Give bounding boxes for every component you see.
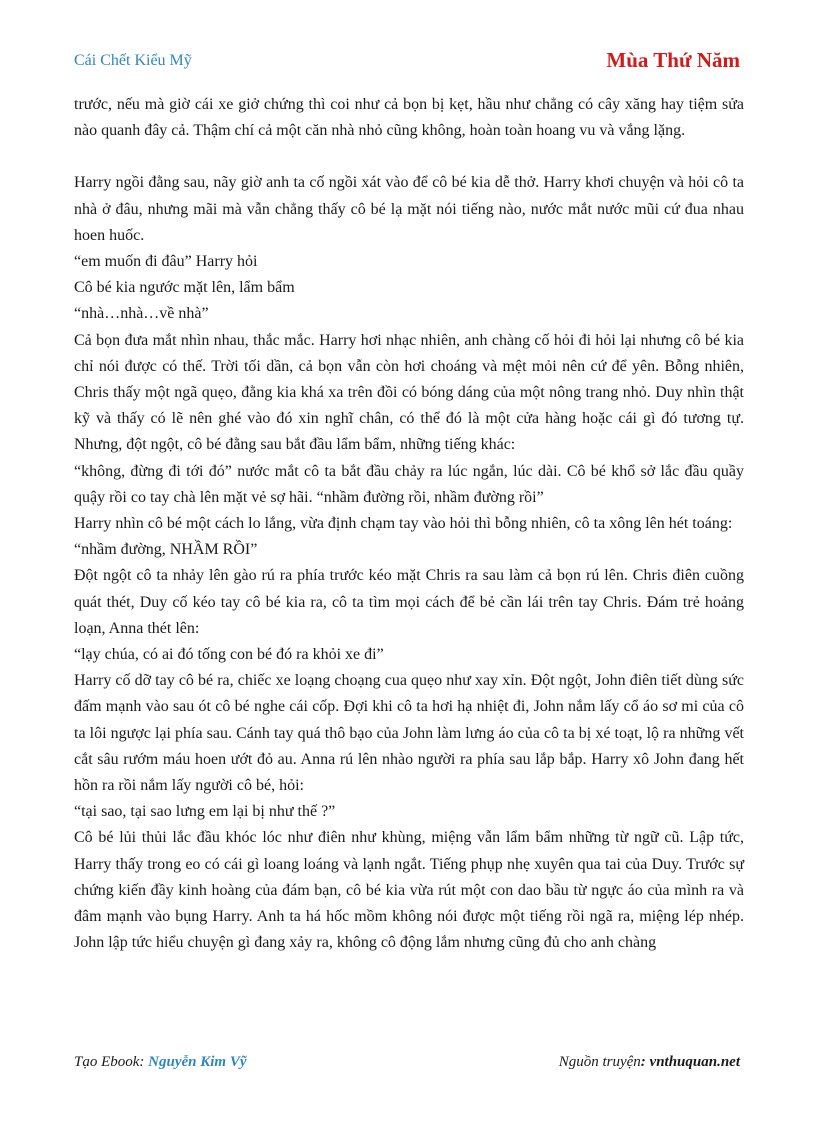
source-site: vnthuquan.net: [649, 1054, 740, 1070]
source-credit: Nguồn truyện: vnthuquan.net: [558, 1054, 740, 1070]
dialogue-line: “lạy chúa, có ai đó tống con bé đó ra khỏi xe đi”: [74, 646, 384, 664]
paragraph: Harry cố dỡ tay cô bé ra, chiếc xe loạng choạng cua quẹo như xay xỉn. Đột ngột, John điên tiết dùng sức đấm mạnh vào sau ót cô bé nghe cái cốp. Đợi khi cô ta hơi hạ nhiệt đi, John nắm lấy cổ áo sơ mi của cô ta lôi ngược lại phía sau. Cánh tay quá thô bạo của John làm lưng áo của cô ta bị xé toạt, lộ ra những vết cắt sâu rướm máu hoen ướt đỏ au. Anna rú lên nhào người ra phía sau lắp bắp. Harry xô John đang hết hồn ra rồi nắm lấy người cô bé, hỏi:: [74, 672, 744, 795]
paragraph: Harry ngồi đằng sau, nãy giờ anh ta cố ngồi xát vào để cô bé kia dễ thở. Harry khơi chuyện và hỏi cô ta nhà ở đâu, nhưng mãi mà vẫn chẳng thấy cô bé lạ mặt nói tiếng nào, nước mắt nước mũi cứ đua nhau hoen huốc.: [74, 174, 744, 244]
page-footer: [74, 1054, 740, 1071]
ebook-credit: Tạo Ebook: Nguyễn Kim Vỹ: [74, 1054, 247, 1070]
paragraph: Đột ngột cô ta nhảy lên gào rú ra phía trước kéo mặt Chris ra sau làm cả bọn rú lên. Chris điên cuồng quát thét, Duy cố kéo tay cô bé kia ra, cô ta tìm mọi cách để bẻ cần lái trên tay Chris. Đám trẻ hoảng loạn, Anna thét lên:: [74, 567, 744, 637]
paragraph: Cô bé lủi thủi lắc đầu khóc lóc như điên như khùng, miệng vẫn lẩm bẩm những từ ngữ cũ. Lập tức, Harry thấy trong eo có cái gì loang loáng và lạnh ngắt. Tiếng phụp nhẹ xuyên qua tai của Duy. Trước sự chứng kiến đầy kinh hoàng của đám bạn, cô bé kia vừa rút một con dao bầu từ ngực áo của mình ra và đâm mạnh vào bụng Harry. Anh ta há hốc mồm không nói được một tiếng rồi ngã ra, miệng lép nhép. John lập tức hiểu chuyện gì đang xảy ra, không cô động lắm nhưng cũng đủ cho anh chàng: [74, 829, 744, 952]
dialogue-line: “không, đừng đi tới đó” nước mắt cô ta bắt đầu chảy ra lúc ngắn, lúc dài. Cô bé khổ sở lắc đầu quầy quậy rồi co tay chà lên mặt vẻ sợ hãi. “nhầm đường rồi, nhầm đường rồi”: [74, 462, 744, 506]
ebook-author: Nguyễn Kim Vỹ: [148, 1054, 247, 1070]
dialogue-line: “nhà…nhà…về nhà”: [74, 305, 209, 323]
paragraph: Harry nhìn cô bé một cách lo lắng, vừa định chạm tay vào hỏi thì bỗng nhiên, cô ta xông lên hét toáng:: [74, 515, 733, 533]
paragraph: Cô bé kia ngước mặt lên, lẩm bẩm: [74, 279, 295, 297]
ebook-label: Tạo Ebook: [74, 1054, 140, 1070]
dialogue-line: “nhầm đường, NHẦM RỒI”: [74, 541, 258, 559]
paragraph: Cả bọn đưa mắt nhìn nhau, thắc mắc. Harry hơi nhạc nhiên, anh chàng cố hỏi đi hỏi lại nhưng cô bé kia chỉ nói được có thế. Trời tối dần, cả bọn vẫn còn hơi choáng và mệt mỏi nên cứ để yên. Bỗng nhiên, Chris thấy một ngã quẹo, đằng kia khá xa trên đồi có bóng dáng của một nông trang nhỏ. Duy nhìn thật kỹ và thấy có lẽ nên ghé vào đó xin nghĩ chân, có thể đó là một cửa hàng hoặc cái gì đó tương tự. Nhưng, đột ngột, cô bé đằng sau bắt đầu lẩm bẩm, những tiếng khác:: [74, 331, 744, 454]
paragraph: trước, nếu mà giờ cái xe giở chứng thì coi như cả bọn bị kẹt, hầu như chẳng có cây xăng hay tiệm sửa nào quanh đây cả. Thậm chí cả một căn nhà nhỏ cũng không, hoàn toàn hoang vu và vắng lặng.: [74, 96, 744, 140]
source-label: Nguồn truyện: [558, 1054, 641, 1070]
paragraph-gap: [74, 144, 744, 170]
dialogue-line: “em muốn đi đâu” Harry hỏi: [74, 253, 258, 271]
dialogue-line: “tại sao, tại sao lưng em lại bị như thế ?”: [74, 803, 336, 821]
story-body: [74, 92, 744, 957]
book-title: Cái Chết Kiểu Mỹ: [74, 52, 192, 69]
chapter-title: Mùa Thứ Năm: [606, 48, 740, 72]
